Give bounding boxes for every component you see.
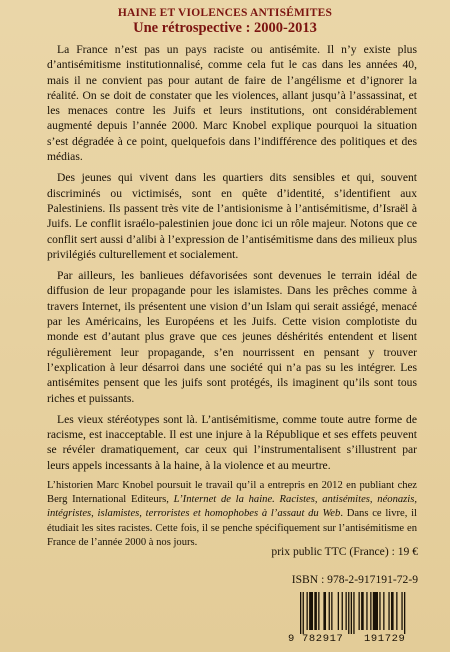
barcode-group-1: 782917: [302, 633, 344, 645]
barcode-bar: [366, 592, 367, 630]
isbn-label: ISBN : 978-2-917191-72-9: [291, 573, 418, 586]
paragraph-1: La France n’est pas un pays raciste ou antisémite. Il n’y existe plus d’antisémitisme institutionnalisé, comme cela fut le cas dans les années 40, mais il ne convient pas pour autant de faire de l’angélisme et d’ignorer la réalité. On se doit de constater que les violences, allant jusqu’à l’assassinat, et les menaces contre les Juifs et leurs institutions, ont considérablement augmenté depuis l’année 2000. Marc Knobel explique pourquoi la situation s’est dégradée à ce point, quelquefois dans l’indifférence des politiques et des médias.: [47, 43, 417, 164]
barcode-bar: [346, 592, 347, 630]
barcode-group-2: 191729: [364, 633, 406, 645]
barcode-bar: [329, 592, 330, 630]
barcode-bar: [303, 592, 304, 634]
barcode-bar: [318, 592, 319, 630]
barcode-bar: [342, 592, 343, 630]
barcode-bar: [361, 592, 364, 630]
barcode-bar: [331, 592, 332, 630]
paragraph-2: Des jeunes qui vivent dans les quartiers dits sensibles et qui, souvent discriminés ou victimisés, sont en quête d’identité, s’identifient aux Palestiniens. Ils passent très vite de l’antisionisme à l’antisémitisme, d’Israël à Juifs. Le conflit israélo-palestinien joue donc ici un rôle majeur. Notons que ce conflit sert aussi d’alibi à l’expression de l’antisémitisme dans des milieux plus privilégiés culturellement et socialement.: [47, 171, 417, 261]
barcode-bar: [396, 592, 397, 630]
barcode-lead-digit: 9: [288, 633, 295, 645]
blurb-text: [47, 42, 417, 556]
price-label: prix public TTC (France) : 19 €: [271, 545, 418, 558]
barcode-bars: [290, 592, 430, 634]
barcode-bar: [359, 592, 360, 630]
barcode-bar: [338, 592, 339, 630]
barcode-bar: [323, 592, 326, 630]
title-line-2: Une rétrospective : 2000-2013: [133, 20, 317, 36]
barcode-bar: [370, 592, 371, 630]
barcode-bar: [309, 592, 313, 630]
paragraph-4: Les vieux stéréotypes sont là. L’antisémitisme, comme toute autre forme de racisme, est inacceptable. Il est une injure à la République et ses effets peuvent se révéler dramatiquement, car ceux qui l’instrumentalisent s’illustrent par leurs appels incessants à la haine, à la violence et au meurtre.: [47, 412, 417, 472]
barcode-bar: [307, 592, 308, 630]
barcode-bar: [314, 592, 317, 630]
barcode-bar: [383, 592, 384, 630]
barcode-bar: [348, 592, 349, 634]
barcode-bar: [373, 592, 378, 630]
barcode-bar: [353, 592, 354, 634]
barcode-bar: [388, 592, 389, 630]
barcode-bar: [351, 592, 352, 634]
book-title-italic: L’Internet de la haine. Racistes, antisémites, néonazis, intégristes, islamistes, terroristes et homophobes à l’assaut du Web: [47, 494, 417, 520]
paragraph-5-outro: . Dans ce livre, il étudiait les sites racistes. Cette fois, il se penche spécifiquement sur l’antisémitisme en France de l’année 2000 à nos jours.: [47, 508, 418, 548]
barcode-bar: [401, 592, 402, 630]
title-line-1: HAINE ET VIOLENCES ANTISÉMITES: [117, 7, 333, 19]
paragraph-5: [47, 479, 417, 550]
barcode-bar: [391, 592, 394, 630]
cover-title: [0, 6, 450, 37]
barcode-bar: [300, 592, 301, 634]
barcode-bar: [404, 592, 405, 634]
paragraph-3: Par ailleurs, les banlieues défavorisées sont devenues le terrain idéal de diffusion de leur propagande pour les islamistes. Dans les prêches comme à travers Internet, ils présentent une vision d’un Islam qui serait assiégé, menacé par les Américains, les Européens et les Juifs. Cette vision complotiste du monde est d’autant plus grave que ces jeunes déshérités entendent et lisent régulièrement leur propagande, s’en nourrissent en pensant y trouver l’explication à leur désarroi dans une société qui n’a pas su les intégrer. Les antisémites pensent que les juifs sont protégés, ils imaginent qu’ils sont tous riches et puissants.: [47, 269, 417, 405]
paragraph-5-intro: L’historien Marc Knobel poursuit le travail qu’il a entrepris en 2012 en publiant chez Berg International Editeurs,: [47, 480, 417, 506]
barcode: [290, 592, 430, 648]
barcode-bar: [379, 592, 380, 630]
